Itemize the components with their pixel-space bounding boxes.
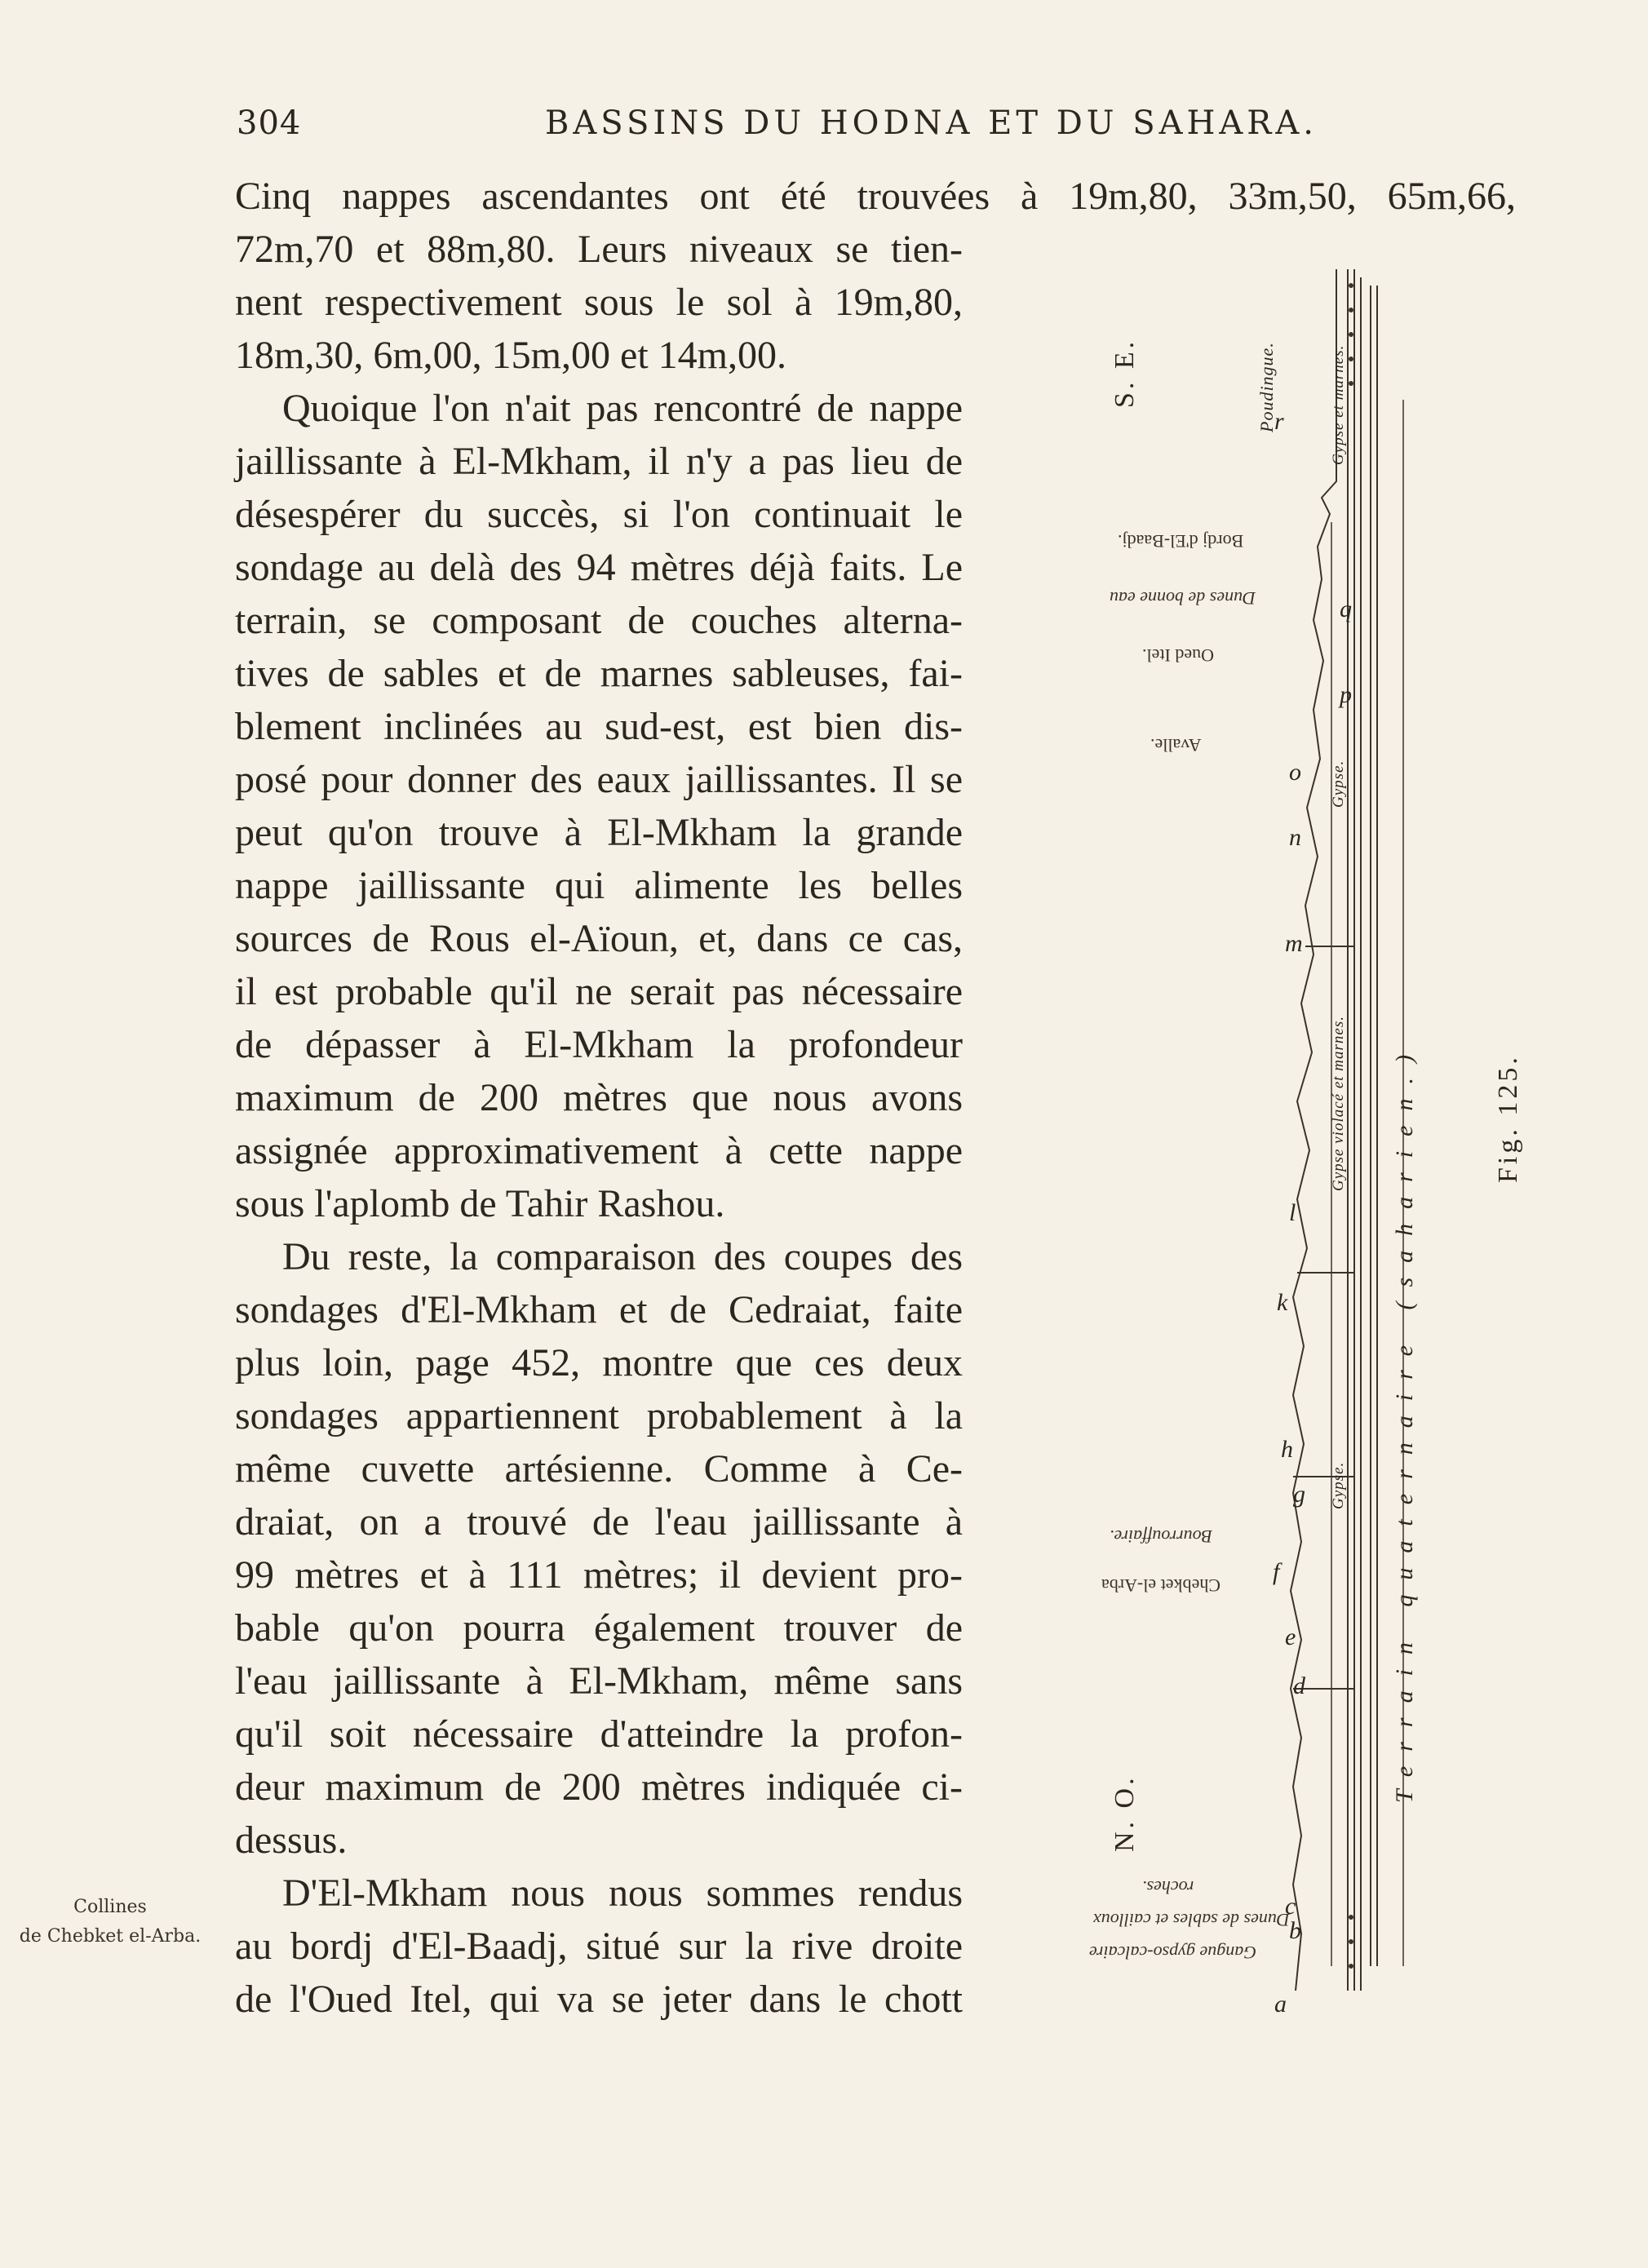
text-line: dessus. [235,1818,348,1862]
running-title: BASSINS DU HODNA ET DU SAHARA. [545,104,1318,142]
stratum-label: Gypse et marnes. [1330,344,1347,465]
text-line: sondages d'El-Mkham et de Cedraiat, faite [235,1288,963,1331]
text-line: sous l'aplomb de Tahir Rashou. [235,1182,725,1225]
section-letter: h [1281,1436,1293,1463]
text-line: deur maximum de 200 mètres indiquée ci- [235,1765,963,1809]
locality-label: Bordj d'El-Baadj. [1118,531,1244,551]
text-line: Quoique l'on n'ait pas rencontré de nappe [282,387,963,430]
section-letter: a [1274,1991,1287,2018]
locality-label: Oued Itel. [1142,645,1214,666]
stratum-label: Poudingue. [1256,342,1277,432]
locality-label: Gangue gypso-calcaire [1089,1942,1257,1963]
locality-label: roches. [1142,1877,1194,1898]
text-line: même cuvette artésienne. Comme à Ce- [235,1447,963,1491]
text-line: bable qu'on pourra également trouver de [235,1606,963,1650]
formation-label: Terrain quaternaire (saharien.) [1391,1040,1418,1803]
section-letter: b [1289,1917,1301,1944]
section-letter: k [1277,1289,1288,1316]
section-letter: d [1293,1672,1305,1699]
locality-label: Chebket el-Arba [1101,1575,1220,1596]
locality-label: Dunes de sables et cailloux [1093,1910,1290,1930]
text-line: au bordj d'El-Baadj, situé sur la rive droite [235,1925,963,1968]
locality-label: Avalle. [1150,735,1202,755]
text-line: posé pour donner des eaux jaillissantes. Il se [235,758,963,801]
figure-caption: Fig. 125. [1493,1054,1523,1183]
section-drawing [971,237,1534,2031]
locality-label: Dunes de bonne eau [1110,588,1256,609]
text-line: Cinq nappes ascendantes ont été trouvées à 19m,80, 33m,50, 65m,66, [235,175,1516,218]
pebble-pattern [1349,283,1353,1969]
text-line: Du reste, la comparaison des coupes des [282,1235,963,1278]
text-line: assignée approximativement à cette nappe [235,1129,963,1172]
geological-section-figure [971,237,1534,2031]
text-line: draiat, on a trouvé de l'eau jaillissante à [235,1500,963,1544]
page-number: 304 [237,104,302,142]
text-line: terrain, se composant de couches alterna- [235,599,963,642]
text-line: peut qu'on trouve à El-Mkham la grande [235,811,963,854]
section-letter: o [1289,759,1301,786]
text-line: désespérer du succès, si l'on continuait le [235,493,963,536]
text-line: 99 mètres et à 111 mètres; il devient pro- [235,1553,963,1597]
text-line: D'El-Mkham nous nous sommes rendus [282,1872,963,1915]
text-line: nent respectivement sous le sol à 19m,80, [235,281,963,324]
stratum-label: Gypse violacé et marnes. [1330,1016,1347,1191]
text-line: sources de Rous el-Aïoun, et, dans ce cas, [235,917,963,960]
text-line: sondage au delà des 94 mètres déjà faits. Le [235,546,963,589]
section-letter: c [1285,1893,1296,1920]
section-letter: g [1293,1481,1305,1508]
direction-no: N. O. [1110,1774,1140,1852]
section-letter: e [1285,1623,1296,1650]
section-letter: l [1289,1199,1296,1226]
margin-note-line: Collines [73,1897,147,1917]
locality-label: Bourrouffaire. [1110,1526,1213,1547]
section-letter: p [1340,681,1352,708]
text-line: maximum de 200 mètres que nous avons [235,1076,963,1119]
margin-note-line: de Chebket el-Arba. [19,1926,202,1947]
text-line: 18m,30, 6m,00, 15m,00 et 14m,00. [235,334,786,377]
stratum-label: Gypse. [1330,1461,1347,1509]
section-letter: r [1274,408,1284,435]
direction-se: S. E. [1110,338,1140,408]
text-line: 72m,70 et 88m,80. Leurs niveaux se tien- [235,228,963,271]
text-line: l'eau jaillissante à El-Mkham, même sans [235,1659,963,1703]
text-line: de l'Oued Itel, qui va se jeter dans le chott [235,1978,963,2021]
text-line: qu'il soit nécessaire d'atteindre la profon- [235,1712,963,1756]
text-line: sondages appartiennent probablement à la [235,1394,963,1437]
section-letter: q [1340,596,1352,622]
text-line: tives de sables et de marnes sableuses, fai- [235,652,963,695]
section-letter: m [1285,930,1303,957]
running-head [0,104,1648,153]
section-letter: f [1273,1558,1280,1585]
margin-note [0,1893,220,1951]
text-line: blement inclinées au sud-est, est bien dis- [235,705,963,748]
stratum-label: Gypse. [1330,760,1347,808]
text-line: il est probable qu'il ne serait pas nécessaire [235,970,963,1013]
text-line: nappe jaillissante qui alimente les belles [235,864,963,907]
text-line: de dépasser à El-Mkham la profondeur [235,1023,963,1066]
section-letter: n [1289,824,1301,851]
text-line: plus loin, page 452, montre que ces deux [235,1341,963,1384]
text-line: jaillissante à El-Mkham, il n'y a pas lieu de [235,440,963,483]
